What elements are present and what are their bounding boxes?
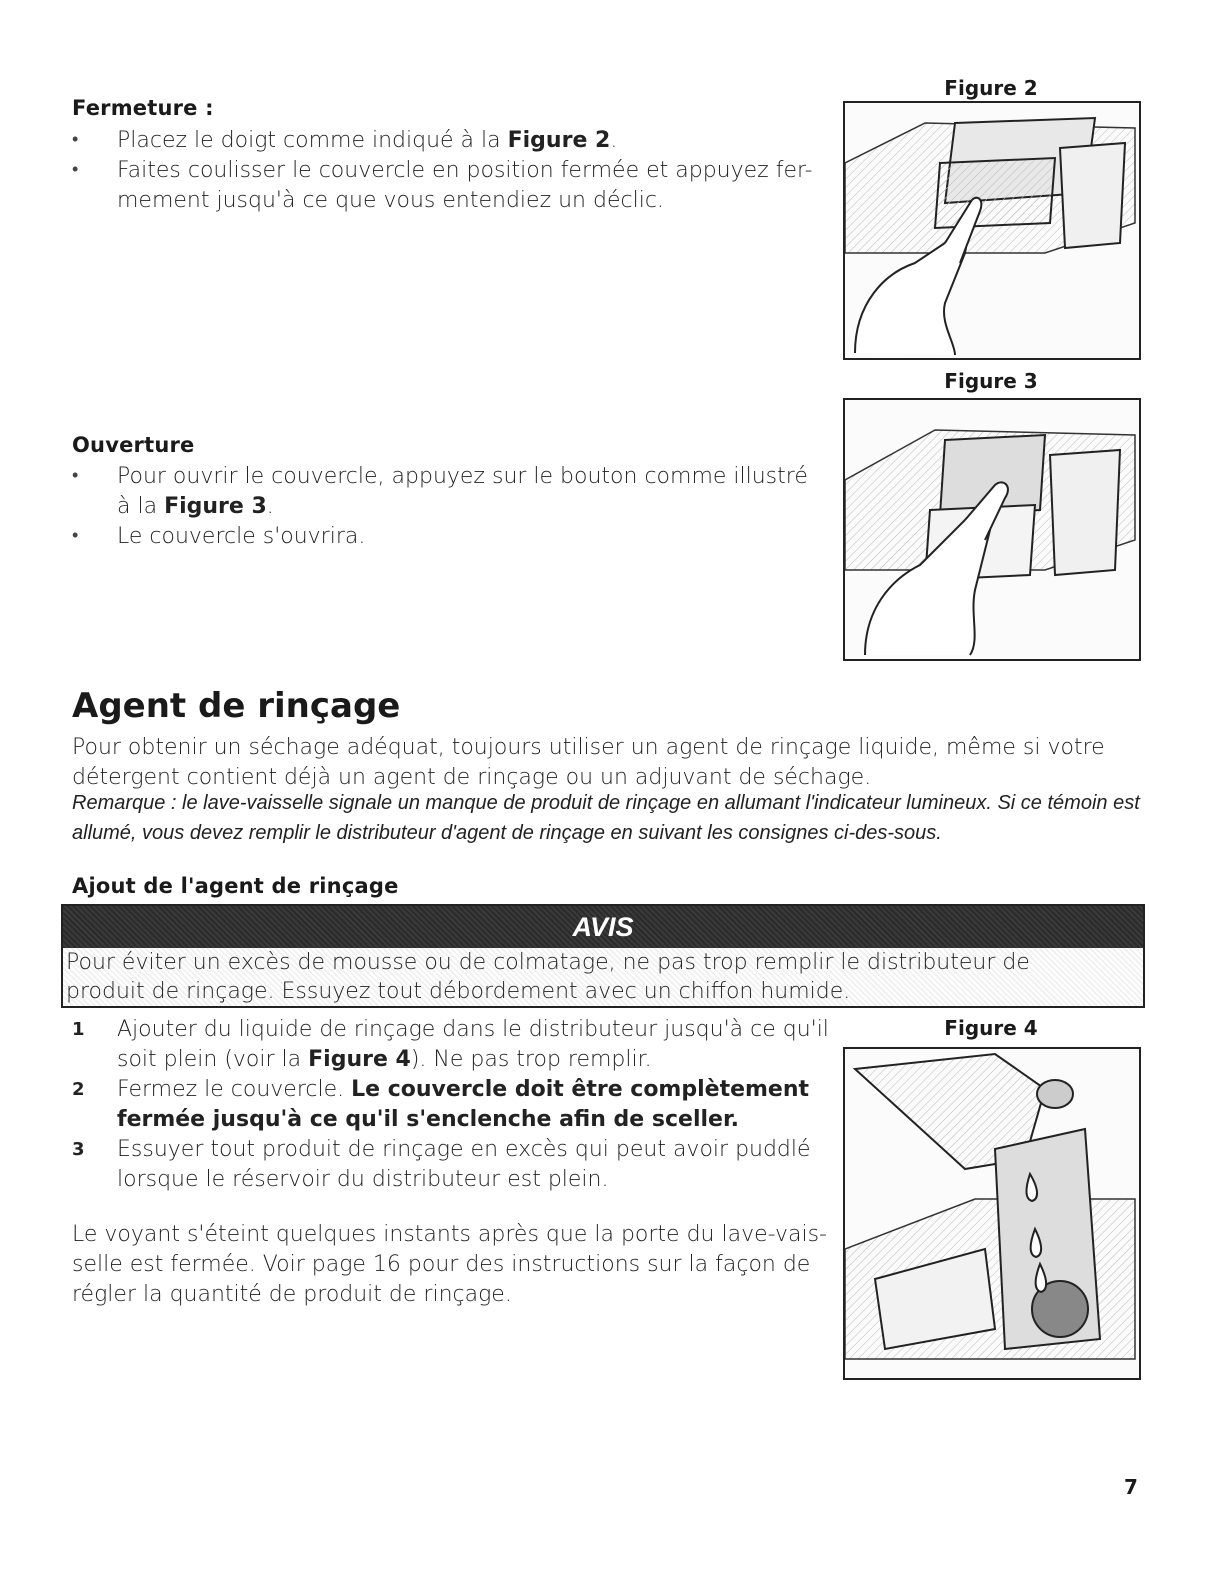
ouverture-heading: Ouverture bbox=[72, 433, 195, 457]
list-item: 3 Essuyer tout produit de rinçage en excès qui peut avoir puddlé lorsque le réservoir du distributeur est plein. bbox=[72, 1137, 811, 1192]
fermeture-list bbox=[72, 126, 832, 216]
closing-paragraph: Le voyant s'éteint quelques instants après que la porte du lave-vais-selle est fermée. Voir page 16 pour des instructions sur la façon de régler la quantité de produit de rinçage. bbox=[72, 1222, 827, 1307]
figure-2-illustration bbox=[843, 101, 1141, 360]
avis-title: AVIS bbox=[63, 906, 1143, 948]
ajout-subheading: Ajout de l'agent de rinçage bbox=[72, 874, 399, 898]
agent-heading: Agent de rinçage bbox=[72, 686, 401, 726]
list-item: • Le couvercle s'ouvrira. bbox=[72, 522, 832, 552]
list-item: 2 Fermez le couvercle. Le couvercle doit être complètement fermée jusqu'à ce qu'il s'enclenche afin de sceller. bbox=[72, 1077, 810, 1132]
list-item: 1 Ajouter du liquide de rinçage dans le distributeur jusqu'à ce qu'il soit plein (voir la Figure 4). Ne pas trop remplir. bbox=[72, 1017, 829, 1072]
agent-note: Remarque : le lave-vaisselle signale un manque de produit de rinçage en allumant l'indicateur lumineux. Si ce témoin est allumé, vous devez remplir le distributeur d'agent de rinçage en suivant les consignes ci-des-sous. bbox=[72, 792, 1140, 844]
fermeture-heading: Fermeture : bbox=[72, 96, 214, 120]
hand-pressing-button-illustration bbox=[845, 400, 1139, 659]
figure-3-illustration bbox=[843, 398, 1141, 661]
bottle-filling-dispenser-illustration bbox=[845, 1049, 1139, 1378]
ouverture-list bbox=[72, 462, 832, 552]
list-item: • Placez le doigt comme indiqué à la Figure 2. bbox=[72, 126, 832, 156]
avis-line-2: produit de rinçage. Essuyez tout débordement avec un chiffon humide. bbox=[66, 979, 851, 1004]
list-item: • Pour ouvrir le couvercle, appuyez sur le bouton comme illustré à la Figure 3. bbox=[72, 462, 832, 522]
agent-intro: Pour obtenir un séchage adéquat, toujours utiliser un agent de rinçage liquide, même si votre détergent contient déjà un agent de rinçage ou un adjuvant de séchage. bbox=[72, 735, 1105, 790]
figure-3-caption: Figure 3 bbox=[944, 369, 1038, 393]
hand-closing-lid-illustration bbox=[845, 103, 1139, 358]
figure-2-caption: Figure 2 bbox=[944, 76, 1038, 100]
avis-notice bbox=[61, 904, 1145, 1008]
avis-line-1: Pour éviter un excès de mousse ou de colmatage, ne pas trop remplir le distributeur de bbox=[66, 950, 1030, 975]
figure-4-caption: Figure 4 bbox=[944, 1016, 1038, 1040]
figure-4-illustration bbox=[843, 1047, 1141, 1380]
avis-text bbox=[63, 948, 1143, 1006]
list-item: • Faites coulisser le couvercle en position fermée et appuyez fer- mement jusqu'à ce que vous entendiez un déclic. bbox=[72, 156, 832, 216]
page-number: 7 bbox=[1124, 1475, 1138, 1499]
steps-list bbox=[72, 1015, 832, 1195]
